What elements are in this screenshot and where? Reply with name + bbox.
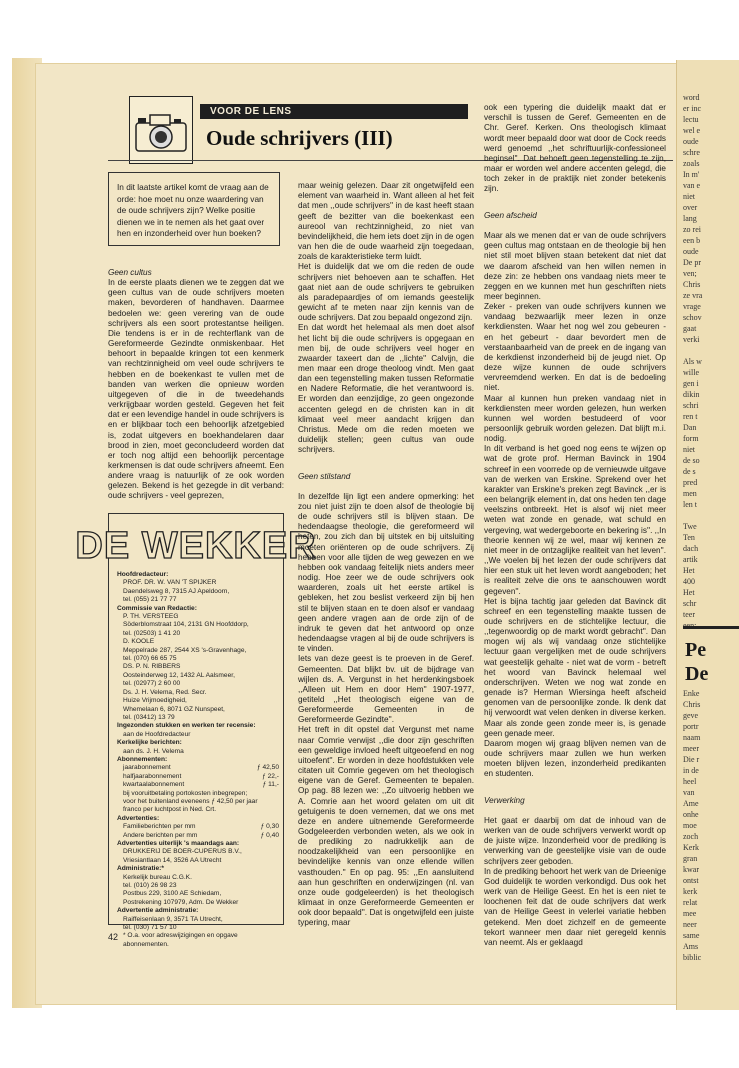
colophon-item-label: jaarabonnement: [123, 764, 171, 772]
colophon-box: [75, 513, 317, 948]
column-3: [484, 93, 666, 958]
colophon-line: D. KOOLE: [123, 638, 155, 646]
colophon-item-price: ƒ 22,-: [262, 772, 279, 780]
logo-text: DE WEKKER: [75, 525, 317, 567]
colophon-item-label: Familieberichten per mm: [123, 823, 196, 831]
colophon-line: tel. (02977) 2 60 00: [123, 680, 181, 688]
intro-box: In dit laatste artikel komt de vraag aan de orde: hoe moet nu onze waardering van de oude schrijvers zijn? Welke positie dienen we in te nemen als het gaat over hen en inzonderheid over hun boeken?: [108, 172, 280, 246]
adjacent-page-title-fragment: Pe De: [685, 639, 709, 685]
col2-text-2: In dezelfde lijn ligt een andere opmerking: het zou niet juist zijn te doen alsof de theologie bij de oude schrijvers stil is blijven staan. De hedendaagse theologie, die gereformeerd wil heten, zou zich dan bij uitstek en bij uitsluiting moeten oriënteren op de oude schrijvers. Zij hebben voor alle tijden de weg gewezen en we hebben ook vandaag feitelijk niets anders meer nodig. Hoe zeer we de oude schrijvers ook waarderen, zoals uit het eerste artikel is gebleken, het zou beslist verkeerd zijn bij hen stil te blijven staan en te doen alsof er vandaag geen andere vragen aan de orde zijn of de indruk te geven dat het antwoord op onze hedendaagse vragen al bij de oude schrijvers is te vinden. Iets van deze geest is te proeven in de Geref. Gemeenten. Dat blijkt bv. uit de bijdrage van wijlen ds. A. Vergunst in het herdenkingsboek ,,Alleen uit Hem en door Hem'' 1907-1977, getiteld ,,Het theologisch eigene van de Gereformeerde Gemeenten in de Gereformeerde Gezindte''. Het treft in dit opstel dat Vergunst met name naar Comrie verwijst ,,die door zijn geschriften een geweldige invloed heeft uitgeoefend en nog uitoefent''. Er worden in deze hoofdstukken vele citaten uit Comrie gegeven om het theologisch eigene van de Geref. Gemeenten te bepalen. Op pag. 88 lezen we: ,,Zo uitvoerig hebben we A. Comrie aan het woord gelaten om uit dit getuigenis te doen vernemen, dat we ons met deze en andere uitnemende Gereformeerde Godgeleerden verbonden weten, als we ook in de prediking zo nadrukkelijk aan de noodzakelijkheid van een persoonlijke en bevindelijke kennis van onze ellende willen vasthouden.'' En op pag. 95: ,,En aansluitend aan hun geschriften en onderwijzingen (nl. van onze oude godgeleerden) is het theologisch klimaat in onze Gereformeerde Gemeenten er ook door bepaald''. Dat is ongetwijfeld een juiste typering, maar: [298, 491, 474, 928]
colophon-line: [117, 773, 279, 781]
col3-text-2: Maar als we menen dat er van de oude schrijvers geen cultus mag ontstaan en de theologie bij hen niet stil moet blijven staan betekent dat niet dat we daarom afscheid van hen willen nemen in deze zin: ze hebben ons vandaag niets meer te zeggen en we kunnen met hun geschriften niets meer beginnen. Zeker - preken van oude schrijvers kunnen we vandaag bezwaarlijk meer lezen in onze kerkdiensten. Waar het nog wel zou gebeuren - en het gebeurt - daar bevordert men de verstaanbaarheid van de preek en de ingang van de kerkdienst inzonderheid bij de jeugd niet. Op deze wijze kunnen de oude schrijvers vervreemdend werken. En dat is de bedoeling niet. Maar al kunnen hun preken vandaag niet in kerkdiensten meer worden gelezen, hun werken kunnen wel worden bestudeerd of voor persoonlijk gebruik worden gelezen. Dat blijft m.i. nodig. In dit verband is het goed nog eens te wijzen op wat de grote prof. Herman Bavinck in 1904 schreef in een voorrede op de vernieuwde uitgave van de werken van Erskine. Sprekend over het karakter van Erskine's preken zegt Bavinck ,,er is een belangrijk element in, dat ons heden ten dage veelszins ontbreekt. Het is alsof wij niet meer weten wat zonde en genade, wat schuld en vergeving, wat wedergeboorte en bekering is''. ,,In theorie kennen wij ze wel, maar wij kennen ze niet meer in de ontzaglijke realiteit van het leven''. ,,We voelen bij het lezen der oude schrijvers dat hier een stuk uit het leven wordt aangeboden; het is realiteit zelve die ons te aanschouwen wordt gegeven''. Het is bijna tachtig jaar geleden dat Bavinck dit schreef en een tegenstelling maakte tussen de oude schrijvers en de stichtelijke lectuur, die ,,tegenwoordig op de markt wordt gebracht''. Dan mogen wij als wij vandaag onze stichtelijke lectuur gaan vergelijken met de oude schrijvers wat geestelijk gehalte - niet wat de vorm - betreft het woord van Bavinck helemaal wel onderschrijven. Weten we nog wat zonde en genade is? Herman Wiersinga heeft afscheid genomen van de persoonlijke zonde. Ik denk dat hij verwoordt wat velen denken in diverse kerken. Maar als zonde geen zonde meer is, is genade geen genade meer. Daarom mogen wij graag blijven nemen van de oude schrijvers maar zullen we hun werken moeten blijven lezen, inzonderheid predikanten en studenten.: [484, 231, 666, 779]
colophon-line: [117, 764, 279, 772]
camera-icon: [129, 96, 193, 164]
colophon-line: * O.a. voor adreswijzigingen en opgave abonnementen.: [123, 932, 238, 948]
colophon-line: Abonnementen:: [117, 755, 168, 763]
col3-text-3: Het gaat er daarbij om dat de inhoud van de werken van de oude schrijvers verwerkt wordt op de juiste wijze. Inzonderheid voor de prediking is verwerking van de geestelijke visie van de oude schrijvers zeer geboden. In de prediking behoort het werk van de Drieenige God duidelijk te worden verkondigd. Dus ook het werk van de Heilige Geest. En het is een niet te loochenen feit dat de oude schrijvers dat werk van de Heilige Geest in velerlei variatie hebben getekend. Men doet zichzelf en de gemeente tekort wanneer men daar niet geregeld kennis van neemt. Als er geklaagd: [484, 815, 666, 947]
colophon-line: Söderblomstraat 104, 2131 GN Hoofddorp,: [123, 621, 249, 629]
colophon-item-price: ƒ 11,-: [262, 781, 279, 789]
colophon-line: voor het buitenland eveneens ƒ 42,50 per jaar: [123, 797, 258, 805]
colophon-line: P. TH. VERSTEEG: [123, 613, 179, 621]
colophon-item-price: ƒ 0,40: [260, 831, 279, 839]
colophon-line: Ds. J. H. Velema, Red. Secr.: [123, 688, 207, 696]
colophon-line: franco per luchtpost in Ned. Crt.: [123, 806, 217, 814]
colophon-line: Ingezonden stukken en werken ter recensie:: [117, 722, 256, 730]
colophon-item-price: ƒ 42,50: [257, 764, 279, 772]
subheading-geen-cultus: Geen cultus: [108, 268, 152, 277]
colophon-line: Advertenties:: [117, 814, 160, 822]
colophon-line: aan ds. J. H. Velema: [123, 747, 184, 755]
colophon-line: DS. P. N. RIBBERS: [123, 663, 181, 671]
colophon-line: Daendelsweg 8, 7315 AJ Apeldoorn,: [123, 587, 230, 595]
colophon-line: Raiffeisenlaan 9, 3571 TA Utrecht,: [123, 915, 223, 923]
colophon-line: [117, 781, 279, 789]
colophon-line: [117, 823, 279, 831]
adjacent-page-rule: [683, 626, 739, 629]
colophon-line: Meppelrade 287, 2544 XS 's-Gravenhage,: [123, 646, 247, 654]
article-title: Oude schrijvers (III): [206, 126, 393, 150]
colophon-line: Oosteinderweg 12, 1432 AL Aalsmeer,: [123, 671, 235, 679]
adjacent-page-strip: [676, 60, 739, 1010]
colophon-line: [117, 832, 279, 840]
colophon-line: DRUKKERIJ DE BOER-CUPERUS B.V.,: [123, 848, 242, 856]
colophon-line: tel. (02503) 1 41 20: [123, 629, 181, 637]
de-wekker-logo: [75, 522, 317, 567]
column-1: [108, 262, 284, 502]
colophon-line: Kerkelijk bureau C.G.K.: [123, 873, 192, 881]
colophon-line: PROF. DR. W. VAN 'T SPIJKER: [123, 579, 217, 587]
colophon-line: Hoofdredacteur:: [117, 571, 169, 578]
colophon-line: Postrekening 107979, Adm. De Wekker: [123, 898, 239, 906]
col1-text: In de eerste plaats dienen we te zeggen dat we geen cultus van de oude schrijvers moeten maken, bevorderen of handhaven. Daarmee bedoelen we: geen verering van de oude schrijvers als een soort protestantse heiligen. Die tendens is er in de rechterflank van de Gereformeerde Gezindte onmiskenbaar. Het behoort in bepaalde kringen tot een kenmerk van rechtzinnigheid om veel oude schrijvers te hebben en de boekenkast te vullen met de banden van werken die opnieuw worden uitgegeven of die in de tweedehands verkrijgbaar worden gesteld. Gegeven het feit dat er een levendige handel in oude schrijvers is en er blijkbaar toch een behoorlijk afzetgebied is, zodat uitgevers en boekhandelaren daar brood in zien, moet geconcludeerd worden dat er toch nog altijd een behoorlijk percentage kerkmensen is dat oude schrijvers afneemt. Een andere vraag is natuurlijk of ze ook worden gelezen. Bekend is het gezegde in dit verband: oude schrijvers - veel geprezen,: [108, 278, 284, 501]
colophon-text: [117, 571, 279, 949]
column-2: [298, 171, 474, 939]
colophon-line: Administratie:*: [117, 865, 164, 873]
subheading-verwerking: Verwerking: [484, 795, 525, 805]
colophon-line: Huize Vrijmoedigheid,: [123, 697, 187, 705]
colophon-line: tel. (055) 21 77 77: [123, 596, 177, 604]
colophon-line: tel. (070) 66 65 75: [123, 655, 177, 663]
section-label: VOOR DE LENS: [210, 106, 292, 117]
colophon-line: Postbus 229, 3100 AE Schiedam,: [123, 890, 222, 898]
subheading-geen-stilstand: Geen stilstand: [298, 471, 351, 481]
colophon-line: bij vooruitbetaling portokosten inbegrepen;: [123, 789, 248, 797]
colophon-line: Commissie van Redactie:: [117, 604, 197, 612]
colophon-line: Whemelaan 6, 8071 GZ Nunspeet,: [123, 705, 225, 713]
colophon-item-price: ƒ 0,30: [260, 823, 279, 831]
colophon-line: aan de Hoofdredacteur: [123, 730, 191, 738]
colophon-item-label: kwartaalabonnement: [123, 781, 185, 789]
col2-text-1: maar weinig gelezen. Daar zit ongetwijfeld een element van waarheid in. Want alleen al het feit dat men ,,oude schrijvers'' in de kast heeft staan geeft de bezitter van die boekenkast een aureool van rechtzinnigheid, zo niet van bevindelijkheid, die hem iets doet zijn in de ogen van hen die de oude waarheid zijn toegedaan, zoals de karakteristieke term luidt. Het is duidelijk dat we om die reden de oude schrijvers niet behoeven aan te schaffen. Het gaat niet aan de oude schrijvers te gebruiken als paradepaardjes of om iemands geestelijk gewicht af te meten naar zijn kennis van de oude schrijvers. Dat zou bepaald ongezond zijn. En dat wordt het helemaal als men doet alsof het licht bij die oude schrijvers is opgegaan en men bij, de oude schrijvers veel hoger en zwaarder taxeert dan de ,,lichte'' Calvijn, die men maar een droge theoloog vindt. Men gaat dan een tegenstelling maken tussen Reformatie en Nadere Reformatie, die het verantwoord is. Er worden dan eenzijdige, zo geen ongezonde accenten gelegd en de christen kan in dit klimaat veel meer aandacht krijgen dan Christus. Mede om die reden moeten we duidelijk stellen; geen cultus van oude schrijvers.: [298, 181, 474, 455]
adjacent-page-text-top: word er inc lectu wel e oude schre zoals In m' van e niet over lang zo rei een b oude De pr ven; Chris ze vra vrage schov gaat verki Als w wille gen i dikin schri ren t Dan form niet de so de s pred men len t Twe Ten dach artik Het 400 Het schr teer: [683, 93, 703, 619]
colophon-line: Kerkelijke berichten:: [117, 739, 182, 747]
colophon-line: tel. (030) 71 57 10: [123, 924, 177, 932]
col3-text-1: ook een typering die duidelijk maakt dat er verschil is tussen de Geref. Gemeenten en de Chr. Geref. Kerken. Ons theologisch klimaat wordt meer bepaald door wat door de Cock reeds werd genoemd ,,het schriftuurlijk-confessioneel beginsel''. Dat behoeft geen tegenstelling te zijn, maar er worden wel andere accenten gelegd, die toch zeker in de praktijk niet zonder betekenis zijn.: [484, 103, 666, 194]
colophon-line: Advertentie administratie:: [117, 907, 199, 915]
colophon-line: Advertenties uiterlijk 's maandags aan:: [117, 840, 240, 847]
colophon-line: tel. (010) 26 98 23: [123, 882, 177, 890]
colophon-item-label: Andere berichten per mm: [123, 831, 198, 839]
colophon-line: Vriesiantlaan 14, 3526 AA Utrecht: [123, 856, 222, 864]
adjacent-page-text-bottom: Enke Chris geve portr naam meer Die r in de heel van Ame onhe moe zoch Kerk gran kwar ontst kerk relat mee neer same Ams biblic: [683, 689, 702, 962]
page-number: 42: [108, 932, 119, 942]
colophon-line: tel. (03412) 13 79: [123, 713, 175, 721]
subheading-geen-afscheid: Geen afscheid: [484, 210, 537, 220]
colophon-item-label: halfjaarabonnement: [123, 772, 182, 780]
